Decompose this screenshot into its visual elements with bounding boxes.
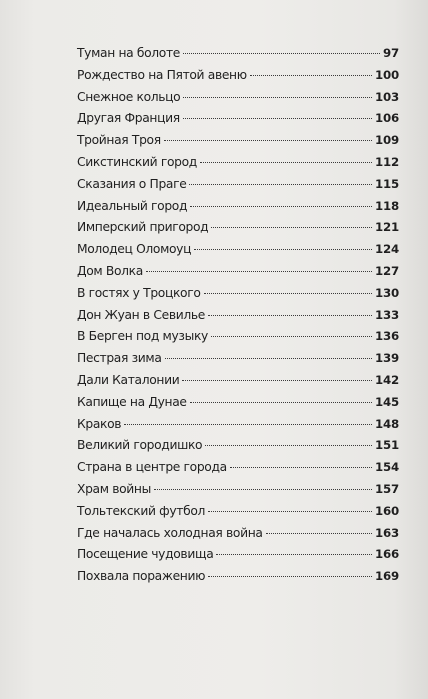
dot-leader <box>124 424 372 425</box>
dot-leader <box>208 576 372 577</box>
toc-entry <box>77 348 399 370</box>
dot-leader <box>266 533 372 534</box>
toc-entry <box>77 566 399 588</box>
toc-entry <box>77 523 399 545</box>
dot-leader <box>165 358 372 359</box>
dot-leader <box>211 227 372 228</box>
toc-entry-title: Храм войны <box>77 481 151 496</box>
dot-leader <box>194 249 372 250</box>
dot-leader <box>250 75 372 76</box>
toc-entry <box>77 239 399 261</box>
dot-leader <box>211 336 372 337</box>
toc-entry-title: Тольтекский футбол <box>77 503 205 518</box>
toc-entry-title: Тройная Троя <box>77 133 161 148</box>
toc-entry-page: 115 <box>374 176 399 191</box>
toc-entry <box>77 544 399 566</box>
toc-entry <box>77 479 399 501</box>
toc-entry-page: 124 <box>374 242 399 257</box>
dot-leader <box>183 53 380 54</box>
toc-entry-title: Туман на болоте <box>77 46 181 60</box>
toc-entry <box>77 305 399 327</box>
toc-entry-page: 160 <box>374 503 399 518</box>
toc-entry <box>77 501 399 523</box>
table-of-contents <box>77 43 399 588</box>
toc-entry <box>77 457 399 479</box>
toc-entry-title: В Берген под музыку <box>77 329 208 344</box>
dot-leader <box>216 554 372 555</box>
dot-leader <box>164 140 372 141</box>
toc-entry-page: 130 <box>374 285 399 300</box>
dot-leader <box>154 489 372 490</box>
toc-entry-page: 133 <box>374 307 399 322</box>
dot-leader <box>189 184 372 185</box>
toc-entry-page: 136 <box>374 329 399 344</box>
toc-entry-title: Дали Каталонии <box>77 372 180 387</box>
toc-entry-title: Дом Волка <box>77 263 143 278</box>
toc-entry <box>77 414 399 436</box>
dot-leader <box>205 445 372 446</box>
toc-entry-title: Великий городишко <box>77 438 203 453</box>
toc-entry <box>77 43 399 65</box>
dot-leader <box>190 402 372 403</box>
toc-entry-title: Посещение чудовища <box>77 547 214 562</box>
toc-entry-page: 148 <box>374 416 399 431</box>
toc-entry <box>77 435 399 457</box>
dot-leader <box>190 206 372 207</box>
dot-leader <box>146 271 372 272</box>
toc-entry <box>77 326 399 348</box>
toc-entry-page: 139 <box>374 351 399 366</box>
toc-entry-title: В гостях у Троцкого <box>77 285 201 300</box>
toc-entry <box>77 196 399 218</box>
toc-entry <box>77 108 399 130</box>
toc-entry-title: Капище на Дунае <box>77 394 187 409</box>
dot-leader <box>208 315 372 316</box>
toc-entry-page: 127 <box>374 263 399 278</box>
dot-leader <box>200 162 372 163</box>
toc-entry-title: Сказания о Праге <box>77 176 187 191</box>
dot-leader <box>182 380 372 381</box>
toc-entry-page: 106 <box>374 111 399 126</box>
toc-entry-title: Молодец Оломоуц <box>77 242 192 257</box>
toc-entry-title: Снежное кольцо <box>77 89 181 104</box>
dot-leader <box>183 97 372 98</box>
toc-entry <box>77 370 399 392</box>
toc-entry-title: Идеальный город <box>77 198 188 213</box>
toc-entry-page: 112 <box>374 154 399 169</box>
toc-entry <box>77 130 399 152</box>
toc-entry-page: 103 <box>374 89 399 104</box>
toc-entry-title: Где началась холодная война <box>77 525 263 540</box>
toc-entry-page: 121 <box>374 220 399 235</box>
toc-entry-page: 145 <box>374 394 399 409</box>
toc-entry-page: 100 <box>374 67 399 82</box>
toc-entry-page: 163 <box>374 525 399 540</box>
toc-entry-title: Краков <box>77 416 122 431</box>
toc-entry-title: Похвала поражению <box>77 569 206 584</box>
toc-entry <box>77 261 399 283</box>
toc-entry <box>77 87 399 109</box>
toc-entry <box>77 283 399 305</box>
toc-entry-page: 118 <box>374 198 399 213</box>
toc-entry <box>77 217 399 239</box>
toc-entry-page: 154 <box>374 460 399 475</box>
toc-entry-title: Рождество на Пятой авеню <box>77 67 247 82</box>
toc-entry-title: Имперский пригород <box>77 220 209 235</box>
toc-entry-title: Сикстинский город <box>77 154 197 169</box>
toc-entry-title: Пестрая зима <box>77 351 162 366</box>
toc-entry <box>77 65 399 87</box>
toc-entry-page: 157 <box>374 481 399 496</box>
toc-entry-page: 142 <box>374 372 399 387</box>
dot-leader <box>183 118 372 119</box>
dot-leader <box>208 511 372 512</box>
dot-leader <box>204 293 372 294</box>
toc-entry <box>77 174 399 196</box>
toc-entry-title: Страна в центре города <box>77 460 227 475</box>
toc-entry-page: 97 <box>382 46 399 60</box>
toc-entry-page: 151 <box>374 438 399 453</box>
toc-entry-title: Другая Франция <box>77 111 180 126</box>
toc-entry-page: 166 <box>374 547 399 562</box>
toc-entry-title: Дон Жуан в Севилье <box>77 307 206 322</box>
toc-entry <box>77 392 399 414</box>
toc-entry <box>77 152 399 174</box>
toc-entry-page: 169 <box>374 569 399 584</box>
toc-entry-page: 109 <box>374 133 399 148</box>
dot-leader <box>230 467 372 468</box>
